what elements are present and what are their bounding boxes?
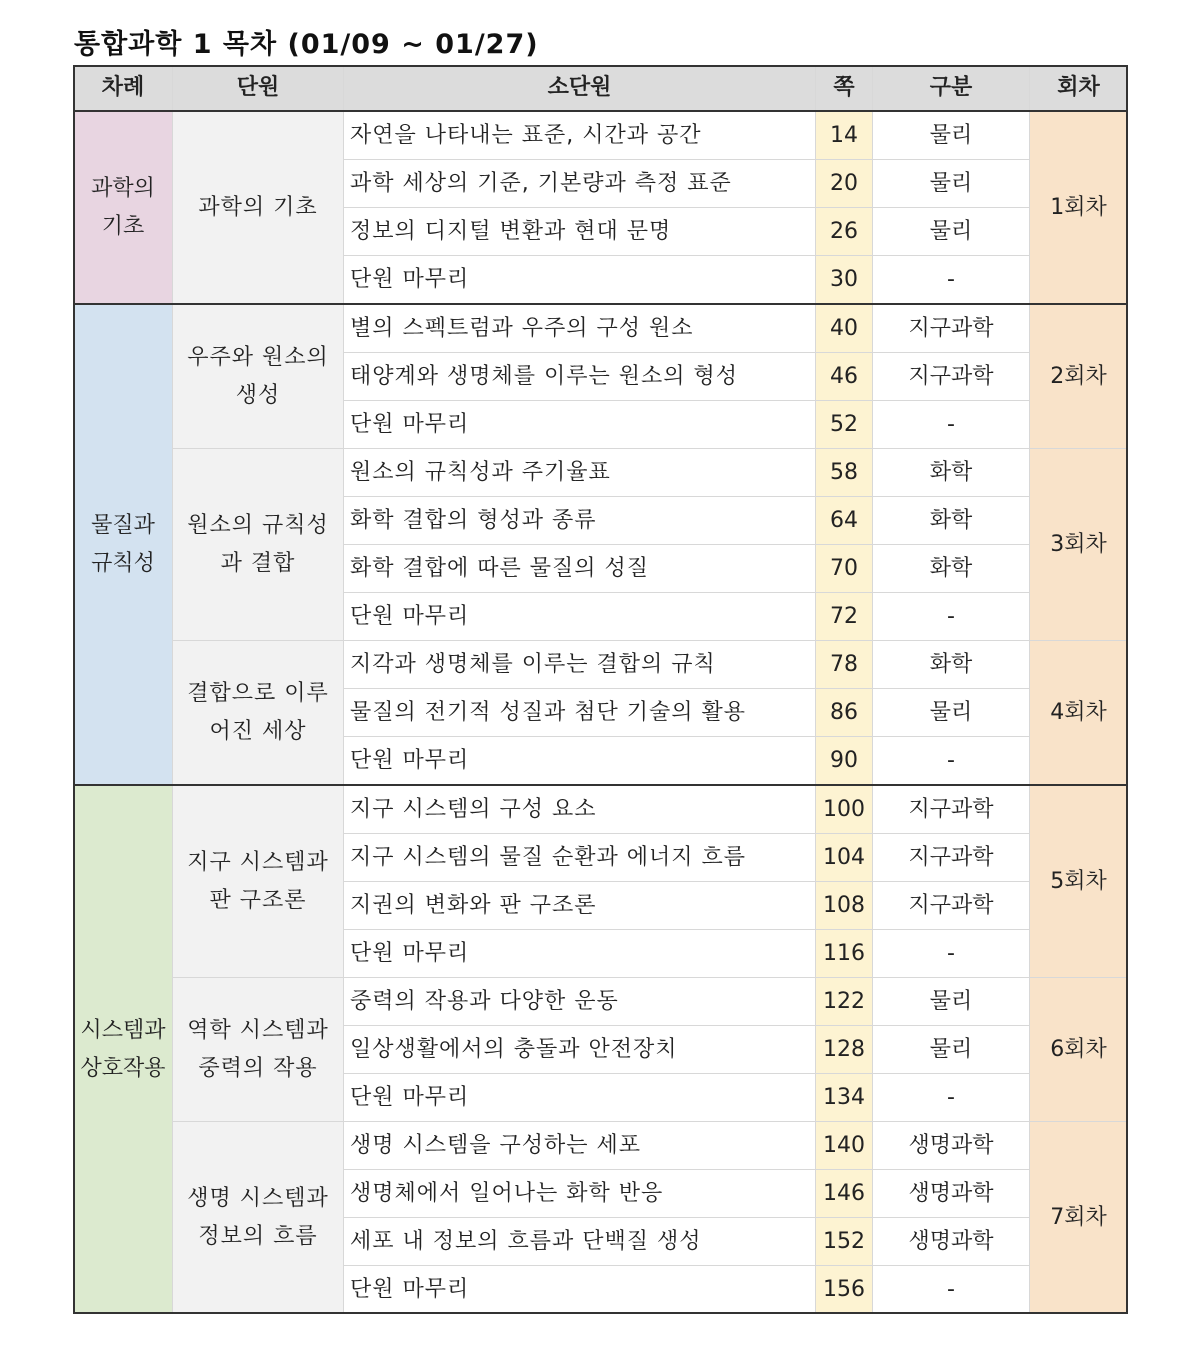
subunit-cell: 별의 스펙트럼과 우주의 구성 원소 xyxy=(344,304,816,353)
page-title: 통합과학 1 목차 (01/09 ~ 01/27) xyxy=(74,29,539,60)
chapter-cell: 과학의 기초 xyxy=(74,111,173,304)
table-row xyxy=(74,111,1128,160)
header-row xyxy=(74,66,1128,112)
table-row xyxy=(74,641,1128,689)
subunit-cell: 자연을 나타내는 표준, 시간과 공간 xyxy=(344,111,816,160)
category-cell: 물리 xyxy=(873,111,1030,160)
subunit-cell: 단원 마무리 xyxy=(344,401,816,449)
page-cell: 108 xyxy=(816,882,873,930)
session-cell: 2회차 xyxy=(1030,304,1128,449)
category-cell: 지구과학 xyxy=(873,304,1030,353)
category-cell: 생명과학 xyxy=(873,1122,1030,1170)
unit-cell: 역학 시스템과 중력의 작용 xyxy=(173,978,344,1122)
page-cell: 40 xyxy=(816,304,873,353)
subunit-cell: 단원 마무리 xyxy=(344,930,816,978)
unit-cell: 생명 시스템과 정보의 흐름 xyxy=(173,1122,344,1314)
subunit-cell: 화학 결합에 따른 물질의 성질 xyxy=(344,545,816,593)
category-cell: 물리 xyxy=(873,978,1030,1026)
category-cell: 지구과학 xyxy=(873,353,1030,401)
page-cell: 78 xyxy=(816,641,873,689)
subunit-cell: 원소의 규칙성과 주기율표 xyxy=(344,449,816,497)
header-category: 구분 xyxy=(873,66,1030,112)
session-cell: 4회차 xyxy=(1030,641,1128,786)
page-cell: 156 xyxy=(816,1266,873,1314)
page-cell: 140 xyxy=(816,1122,873,1170)
subunit-cell: 과학 세상의 기준, 기본량과 측정 표준 xyxy=(344,160,816,208)
subunit-cell: 생명체에서 일어나는 화학 반응 xyxy=(344,1170,816,1218)
table-row xyxy=(74,1122,1128,1170)
category-cell: 화학 xyxy=(873,545,1030,593)
category-cell: 생명과학 xyxy=(873,1218,1030,1266)
category-cell: 물리 xyxy=(873,160,1030,208)
subunit-cell: 단원 마무리 xyxy=(344,737,816,786)
category-cell: - xyxy=(873,593,1030,641)
table-row xyxy=(74,304,1128,353)
subunit-cell: 단원 마무리 xyxy=(344,1074,816,1122)
category-cell: 화학 xyxy=(873,641,1030,689)
subunit-cell: 지구 시스템의 물질 순환과 에너지 흐름 xyxy=(344,834,816,882)
header-subunit: 소단원 xyxy=(344,66,816,112)
subunit-cell: 세포 내 정보의 흐름과 단백질 생성 xyxy=(344,1218,816,1266)
session-cell: 6회차 xyxy=(1030,978,1128,1122)
subunit-cell: 단원 마무리 xyxy=(344,1266,816,1314)
header-page: 쪽 xyxy=(816,66,873,112)
page-cell: 72 xyxy=(816,593,873,641)
category-cell: 물리 xyxy=(873,1026,1030,1074)
page-cell: 152 xyxy=(816,1218,873,1266)
category-cell: 물리 xyxy=(873,208,1030,256)
header-unit: 단원 xyxy=(173,66,344,112)
category-cell: - xyxy=(873,401,1030,449)
category-cell: 화학 xyxy=(873,497,1030,545)
category-cell: 지구과학 xyxy=(873,834,1030,882)
page-cell: 100 xyxy=(816,785,873,834)
page-cell: 52 xyxy=(816,401,873,449)
page-cell: 86 xyxy=(816,689,873,737)
category-cell: - xyxy=(873,930,1030,978)
subunit-cell: 단원 마무리 xyxy=(344,593,816,641)
subunit-cell: 물질의 전기적 성질과 첨단 기술의 활용 xyxy=(344,689,816,737)
subunit-cell: 중력의 작용과 다양한 운동 xyxy=(344,978,816,1026)
page-cell: 30 xyxy=(816,256,873,305)
category-cell: 화학 xyxy=(873,449,1030,497)
page-cell: 104 xyxy=(816,834,873,882)
category-cell: 물리 xyxy=(873,689,1030,737)
subunit-cell: 지각과 생명체를 이루는 결합의 규칙 xyxy=(344,641,816,689)
toc-body xyxy=(74,111,1128,1314)
page-cell: 116 xyxy=(816,930,873,978)
page-cell: 64 xyxy=(816,497,873,545)
toc-table xyxy=(73,65,1128,1314)
category-cell: 지구과학 xyxy=(873,785,1030,834)
subunit-cell: 지권의 변화와 판 구조론 xyxy=(344,882,816,930)
header-chapter: 차례 xyxy=(74,66,173,112)
subunit-cell: 일상생활에서의 충돌과 안전장치 xyxy=(344,1026,816,1074)
page-cell: 128 xyxy=(816,1026,873,1074)
page-cell: 26 xyxy=(816,208,873,256)
page-cell: 20 xyxy=(816,160,873,208)
unit-cell: 결합으로 이루 어진 세상 xyxy=(173,641,344,786)
category-cell: - xyxy=(873,1266,1030,1314)
session-cell: 5회차 xyxy=(1030,785,1128,978)
page-cell: 46 xyxy=(816,353,873,401)
unit-cell: 과학의 기초 xyxy=(173,111,344,304)
table-row xyxy=(74,785,1128,834)
session-cell: 7회차 xyxy=(1030,1122,1128,1314)
session-cell: 1회차 xyxy=(1030,111,1128,304)
unit-cell: 원소의 규칙성 과 결합 xyxy=(173,449,344,641)
category-cell: - xyxy=(873,737,1030,786)
unit-cell: 우주와 원소의 생성 xyxy=(173,304,344,449)
subunit-cell: 화학 결합의 형성과 종류 xyxy=(344,497,816,545)
unit-cell: 지구 시스템과 판 구조론 xyxy=(173,785,344,978)
subunit-cell: 지구 시스템의 구성 요소 xyxy=(344,785,816,834)
table-row xyxy=(74,978,1128,1026)
chapter-cell: 물질과 규칙성 xyxy=(74,304,173,785)
subunit-cell: 생명 시스템을 구성하는 세포 xyxy=(344,1122,816,1170)
page-cell: 122 xyxy=(816,978,873,1026)
category-cell: 지구과학 xyxy=(873,882,1030,930)
page-cell: 146 xyxy=(816,1170,873,1218)
page-cell: 14 xyxy=(816,111,873,160)
page-cell: 58 xyxy=(816,449,873,497)
category-cell: 생명과학 xyxy=(873,1170,1030,1218)
subunit-cell: 단원 마무리 xyxy=(344,256,816,305)
chapter-cell: 시스템과 상호작용 xyxy=(74,785,173,1314)
table-row xyxy=(74,449,1128,497)
subunit-cell: 태양계와 생명체를 이루는 원소의 형성 xyxy=(344,353,816,401)
header-session: 회차 xyxy=(1030,66,1128,112)
subunit-cell: 정보의 디지털 변환과 현대 문명 xyxy=(344,208,816,256)
page-cell: 70 xyxy=(816,545,873,593)
category-cell: - xyxy=(873,1074,1030,1122)
session-cell: 3회차 xyxy=(1030,449,1128,641)
page-cell: 134 xyxy=(816,1074,873,1122)
page-cell: 90 xyxy=(816,737,873,786)
category-cell: - xyxy=(873,256,1030,305)
